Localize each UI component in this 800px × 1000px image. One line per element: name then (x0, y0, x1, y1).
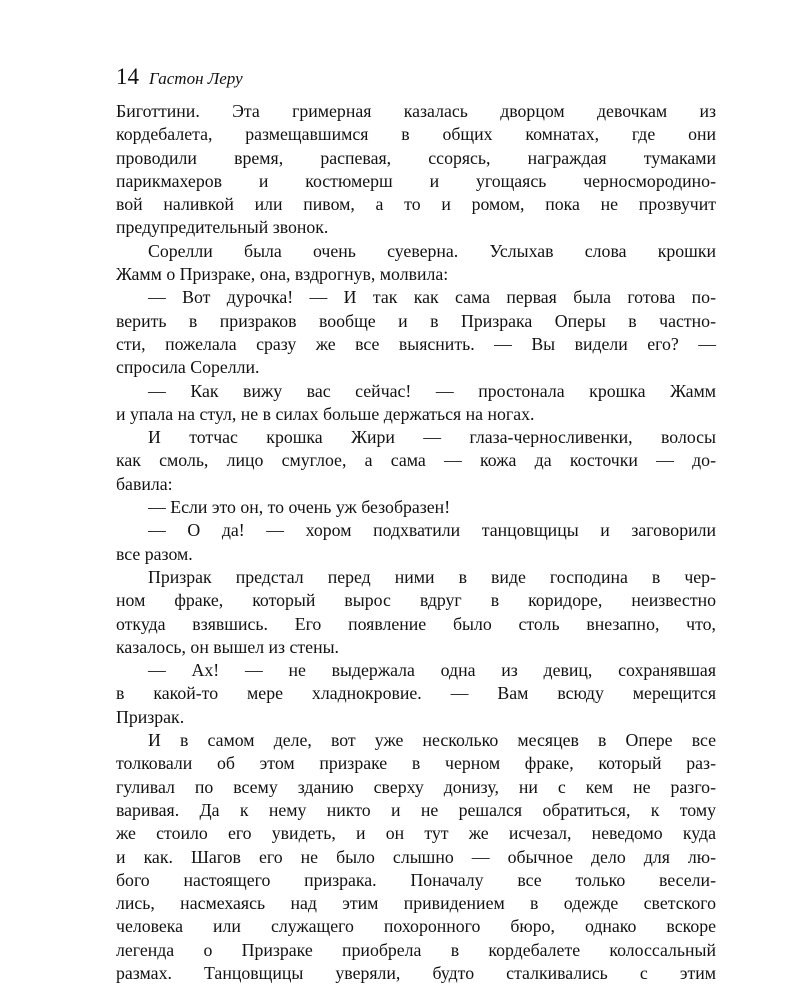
text-line: спросила Сорелли. (116, 357, 260, 378)
text-line: проводили время, распевая, ссорясь, награждая тумаками (116, 147, 716, 168)
text-line: — О да! — хором подхватили танцовщицы и заговорили (148, 520, 716, 541)
text-line: вой наливкой или пивом, а то и ромом, пока не прозвучит (116, 194, 716, 215)
text-line: предупредительный звонок. (116, 217, 329, 238)
text-line: Призрак. (116, 706, 185, 727)
text-line: лись, насмехаясь над этим привидением в одежде светского (116, 893, 716, 914)
text-line: парикмахеров и костюмерш и угощаясь черносмородино- (116, 170, 716, 191)
text-line: и упала на стул, не в силах больше держаться на ногах. (116, 403, 535, 424)
text-line: откуда взявшись. Его появление было столь внезапно, что, (116, 613, 716, 634)
text-line: верить в призраков вообще и в Призрака Оперы в частно- (116, 310, 716, 331)
page-header (116, 64, 243, 90)
text-line: все разом. (116, 543, 193, 564)
text-line: как смоль, лицо смуглое, а сама — кожа да косточки — до- (116, 450, 716, 471)
text-line: Сорелли была очень суеверна. Услыхав слова крошки (148, 240, 716, 261)
page-number: 14 (116, 64, 139, 89)
text-line: и как. Шагов его не было слышно — обычное дело для лю- (116, 846, 716, 867)
text-line: размах. Танцовщицы уверяли, будто сталкивались с этим (116, 962, 716, 983)
running-head: Гастон Леру (149, 69, 243, 88)
text-line: И тотчас крошка Жири — глаза-черносливенки, волосы (148, 427, 716, 448)
text-line: Призрак предстал перед ними в виде господина в чер- (148, 566, 716, 587)
text-line: человека или служащего похоронного бюро, однако вскоре (116, 916, 716, 937)
text-line: — Ах! — не выдержала одна из девиц, сохранявшая (148, 660, 716, 681)
text-line: казалось, он вышел из стены. (116, 636, 339, 657)
text-line: — Если это он, то очень уж безобразен! (148, 497, 451, 518)
text-line: варивая. Да к нему никто и не решался обратиться, к тому (116, 799, 716, 820)
text-line: — Вот дурочка! — И так как сама первая была готова по- (148, 287, 716, 308)
text-line: И в самом деле, вот уже несколько месяцев в Опере все (148, 730, 716, 751)
text-line: толковали об этом призраке в черном фраке, который раз- (116, 753, 716, 774)
text-line: легенда о Призраке приобрела в кордебалете колоссальный (116, 939, 716, 960)
text-line: же стоило его увидеть, и он тут же исчезал, неведомо куда (116, 823, 716, 844)
text-line: Биготтини. Эта гримерная казалась дворцом девочкам из (116, 101, 716, 121)
text-line: гуливал по всему зданию сверху донизу, ни с кем не разго- (116, 776, 716, 797)
text-line: кордебалета, размещавшимся в общих комнатах, где они (116, 124, 716, 145)
text-line: ном фраке, который вырос вдруг в коридоре, неизвестно (116, 590, 716, 611)
text-line: сти, пожелала сразу же все выяснить. — Вы видели его? — (116, 333, 716, 354)
text-line: бавила: (116, 473, 173, 494)
text-line: в какой-то мере хладнокровие. — Вам всюду мерещится (116, 683, 716, 704)
body-text (116, 100, 716, 985)
text-line: — Как вижу вас сейчас! — простонала крошка Жамм (148, 380, 716, 401)
text-line: бого настоящего призрака. Поначалу все только весели- (116, 869, 716, 890)
text-line: Жамм о Призраке, она, вздрогнув, молвила: (116, 264, 449, 285)
